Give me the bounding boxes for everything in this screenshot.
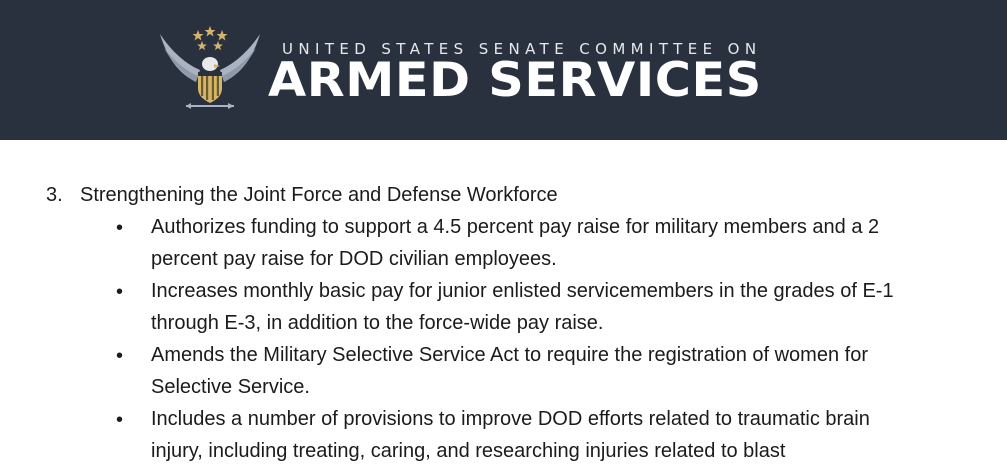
section-title: Strengthening the Joint Force and Defense Workforce: [80, 184, 558, 206]
list-item-line: through E-3, in addition to the force-wide pay raise.: [151, 312, 604, 334]
list-item-line: Increases monthly basic pay for junior enlisted servicemembers in the grades of E-1: [151, 280, 894, 302]
committee-title: ARMED SERVICES: [268, 53, 762, 108]
list-item-line: Selective Service.: [151, 376, 310, 398]
list-item-line: Amends the Military Selective Service Act to require the registration of women for: [151, 344, 868, 366]
document-body: [0, 140, 1007, 462]
bullet-marker: •: [116, 217, 124, 239]
eagle-seal-icon: [156, 24, 264, 112]
list-item: [151, 275, 894, 339]
list-item: [151, 403, 870, 467]
bullet-marker: •: [116, 409, 124, 431]
list-item-line: percent pay raise for DOD civilian employees.: [151, 248, 557, 270]
committee-banner: [0, 0, 1007, 140]
section-heading: [46, 184, 558, 207]
list-item-line: Includes a number of provisions to improve DOD efforts related to traumatic brain: [151, 408, 870, 430]
bullet-marker: •: [116, 345, 124, 367]
list-item: [151, 339, 868, 403]
committee-subtitle: UNITED STATES SENATE COMMITTEE ON: [282, 40, 762, 58]
list-item: [151, 211, 879, 275]
section-number: 3.: [46, 184, 63, 206]
list-item-line: Authorizes funding to support a 4.5 percent pay raise for military members and a 2: [151, 216, 880, 238]
list-item-line: injury, including treating, caring, and researching injuries related to blast: [151, 440, 786, 462]
bullet-marker: •: [116, 281, 124, 303]
